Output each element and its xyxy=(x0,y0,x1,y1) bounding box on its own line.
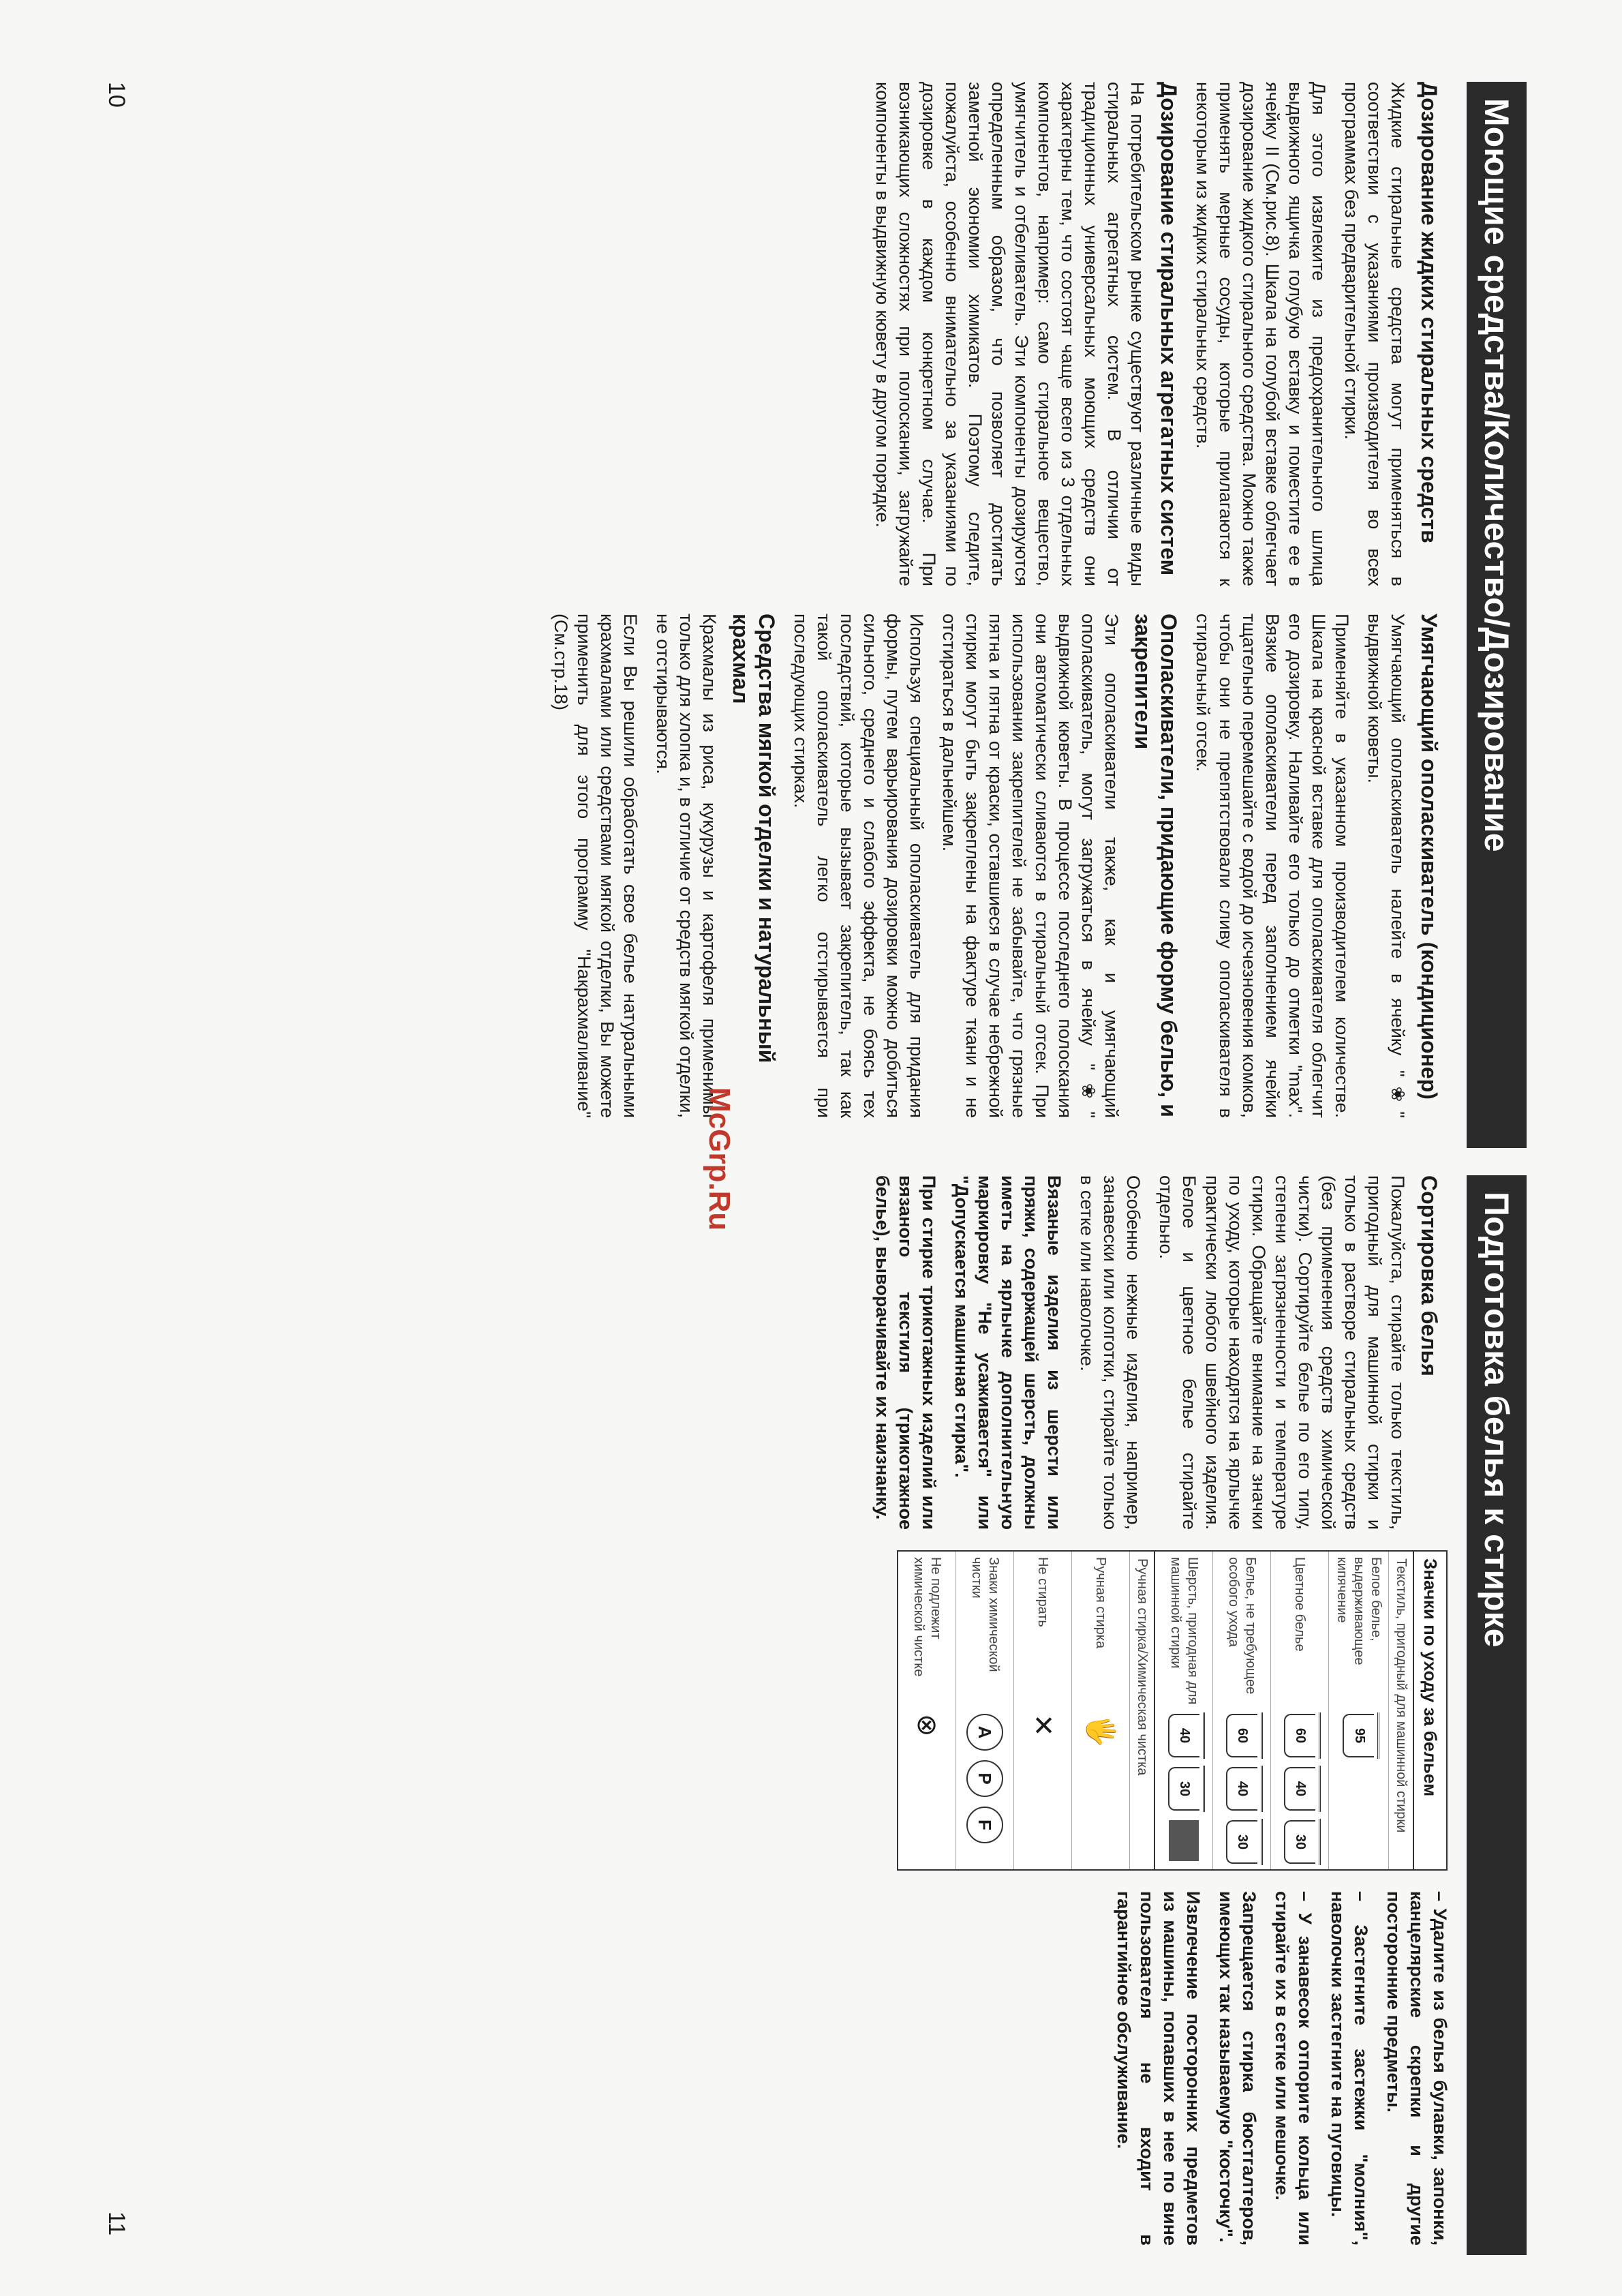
paragraph: Запрещается стирка бюстгалтеров, имеющих так называемую "косточку". xyxy=(1216,1891,1259,2246)
do-not-wash-icon: ✕ xyxy=(1028,1714,1058,1737)
care-labels-column xyxy=(897,1550,1452,1871)
paragraph: Применяйте в указанном производителем количестве. Шкала на красной вставке для ополаскивателя облегчит его дозировку. Наливайте его только до отметки "max". Вязкие ополаскиватели перед заполнением ячейки тщательно перемешайте с водой до исчезновения комков, чтобы они не препятствовали сливу ополаскивателя в стиральный отсек. xyxy=(1193,614,1352,1118)
care-symbols xyxy=(1086,1714,1116,1864)
hand-wash-icon: 🖐 xyxy=(1086,1714,1116,1748)
care-row xyxy=(1014,1552,1072,1869)
care-second-header: Ручная стирка/Химическая чистка xyxy=(1129,1552,1155,1869)
care-rows-hand-dry xyxy=(898,1552,1129,1869)
wash-tub-icon: 60 xyxy=(1226,1714,1257,1757)
care-row-label: Белье, не требующее особого ухода xyxy=(1226,1557,1258,1695)
care-row xyxy=(1072,1552,1129,1869)
section-heading: Дозирование стиральных агрегатных систем xyxy=(1157,82,1181,576)
care-symbols xyxy=(1226,1714,1257,1864)
paragraph: Жидкие стиральные средства могут применяться в соответствии с указаниями производителя во всех программах без предварительной стирки. xyxy=(1341,82,1408,586)
wash-tub-icon: 40 xyxy=(1284,1767,1315,1811)
wash-tub-icon: 60 xyxy=(1284,1714,1315,1757)
left-page-header: Моющие средства/Количество/Дозирование xyxy=(1467,82,1527,1148)
care-table-subtitle: Текстиль, пригодный для машинной стирки xyxy=(1388,1552,1413,1869)
care-row xyxy=(898,1552,956,1869)
paragraph: – У занавесок отпорите кольца или стирайте их в сетке или мешочке. xyxy=(1272,1891,1315,2246)
paragraph: Для этого извлеките из предохранительного шлица выдвижного ящичка голубую вставку и поместите ее в ячейку II (См.рис.8). Шкала на голубой вставке облегчает дозирование жидкого стирального средства. Можно также применять мерные сосуды, которые прилагаются к некоторым из жидких стиральных средств. xyxy=(1193,82,1329,586)
care-symbols xyxy=(966,1714,1003,1864)
care-table-title: Значки по уходу за бельем xyxy=(1413,1552,1446,1869)
care-row-label: Шерсть, пригодная для машинной стирки xyxy=(1168,1557,1200,1705)
dry-clean-circle-icon: A xyxy=(966,1714,1003,1751)
paragraph: На потребительском рынке существуют различные виды стиральных агрегатных систем. В отличии от традиционных универсальных моющих средств они характерны тем, что состоят чаще всего из 3 отдельных компонентов, например: само стиральное вещество, умягчитель и отбеливатель. Эти компоненты дозируются определенным образом, что позволяет достигать заметной экономии химикатов. Поэтому следите, пожалуйста, особенно внимательно за указаниями по дозировке в каждом конкретном случае. При возникающих сложностях при полоскании, загружайте компоненты в выдвижную кювету в другом порядке. xyxy=(872,82,1148,586)
wash-tub-icon: 30 xyxy=(1284,1820,1315,1864)
wool-mark-icon xyxy=(1169,1820,1199,1861)
wash-tub-icon: 30 xyxy=(1226,1820,1257,1864)
care-symbols xyxy=(1168,1714,1199,1864)
right-column-1 xyxy=(861,1175,1452,1530)
care-row-label: Цветное белье xyxy=(1292,1557,1308,1652)
wash-tub-icon: 40 xyxy=(1168,1714,1199,1757)
care-row xyxy=(1213,1552,1271,1869)
section-heading: Ополаскиватели, придающие форму белью, и закрепители xyxy=(1131,614,1181,1117)
care-symbols xyxy=(1343,1714,1375,1864)
care-symbols xyxy=(1028,1714,1058,1864)
right-page-number: 11 xyxy=(104,2211,129,2236)
wash-tub-icon: 95 xyxy=(1343,1714,1375,1757)
section-heading: Умягчающий ополаскиватель (кондиционер) xyxy=(1417,614,1441,1100)
care-row-label: Не подлежит химической чистке xyxy=(911,1557,943,1677)
paragraph: При стирке трикотажных изделий или вязаного текстиля (трикотажное белье), выворачивайте их наизнанку. xyxy=(872,1175,939,1530)
care-symbols-table xyxy=(897,1550,1448,1871)
wash-tub-icon: 30 xyxy=(1168,1767,1199,1811)
left-column-1 xyxy=(861,82,1452,586)
dry-clean-circle-icon: P xyxy=(966,1760,1003,1797)
right-column-3 xyxy=(1103,1891,1452,2246)
paragraph: Вязаные изделия из шерсти или пряжи, содержащей шерсть, должны иметь на ярлычке дополнительную маркировку "Не усаживается" или "Допускается машинная стирка". xyxy=(951,1175,1065,1530)
care-row xyxy=(956,1552,1014,1869)
care-row-label: Не стирать xyxy=(1035,1557,1051,1627)
right-page-header: Подготовка белья к стирке xyxy=(1467,1175,1527,2255)
care-row xyxy=(1271,1552,1329,1869)
care-rows xyxy=(1155,1552,1388,1869)
paragraph: Особенно нежные изделия, например, занавески или колготки, стирайте только в сетке или наволочке. xyxy=(1077,1175,1144,1530)
care-symbols xyxy=(1284,1714,1315,1864)
wash-tub-icon: 40 xyxy=(1226,1767,1257,1811)
paragraph: – Удалите из белья булавки, запонки, канцелярские скрепки и другие посторонние предметы. xyxy=(1383,1891,1450,2246)
paragraph: Умягчающий ополаскиватель налейте в ячейку "❀" выдвижной кюветы. xyxy=(1364,614,1408,1118)
section-heading: Средства мягкой отделки и натуральный крахмал xyxy=(729,614,779,1063)
care-row xyxy=(1329,1552,1388,1869)
paragraph: Извлечение посторонних предметов из машины, попавших в нее по вине пользователя не входит в гарантийное обслуживание. xyxy=(1114,1891,1204,2246)
right-page xyxy=(0,1148,1622,2296)
care-row-label: Белое белье, выдерживающее кипячение xyxy=(1334,1557,1383,1665)
care-row-label: Знаки химической чистки xyxy=(969,1557,1001,1672)
paragraph: Эти ополаскиватели также, как и умягчающий ополаскиватель, могут загружаться в ячейку "❀" выдвижной кюветы. В процессе последнего полоскания они автоматически сливаются в стиральный отсек. При использовании закрепителей не забывайте, что грязные пятна и пятна от краски, оставшиеся в случае небрежной стирки могут быть закреплены на фактуре ткани и не отстираться в дальнейшем. xyxy=(939,614,1122,1118)
paragraph: – Застегните застежки "молния", наволочки застегните на пуговицы. xyxy=(1328,1891,1371,2246)
paragraph: Пожалуйста, стирайте только текстиль, пригодный для машинной стирки и только в растворе стиральных средств (без применения средств химической чистки). Сортируйте белье по его типу, степени загрязненности и температуре стирки. Обращайте внимание на значки по уходу, которые находятся на ярлычке практически любого швейного изделия. Белое и цветное белье стирайте отдельно. xyxy=(1156,1175,1408,1530)
care-row xyxy=(1155,1552,1213,1869)
paragraph: Крахмалы из риса, кукурузы и картофеля применимы только для хлопка и, в отличие от средств мягкой отделки, не отстирываются. xyxy=(653,614,720,1118)
paragraph: Если Вы решили обработать свое белье натуральными крахмалами или средствами мягкой отделки, Вы можете применить для этого программу "Накрахмаливание" (См.стр.18) xyxy=(551,614,641,1118)
paragraph: Используя специальный ополаскиватель для придания формы, путем варьирования дозировки можно добиться сильного, среднего и слабого эффекта, не боясь тех последствий, которые вызывает закрепитель, так как такой ополаскиватель легко отстирывается при последующих стирках. xyxy=(791,614,927,1118)
dry-clean-circle-icon: F xyxy=(966,1807,1003,1843)
care-row-label: Ручная стирка xyxy=(1093,1557,1109,1649)
no-dry-clean-icon: ⊗ xyxy=(912,1714,942,1737)
left-page-number: 10 xyxy=(104,82,129,108)
section-heading: Дозирование жидких стиральных средств xyxy=(1417,82,1441,543)
left-column-2 xyxy=(540,614,1452,1118)
care-symbols xyxy=(912,1714,942,1864)
watermark: McGrp.Ru xyxy=(703,1087,736,1231)
section-heading: Сортировка белья xyxy=(1417,1175,1441,1376)
